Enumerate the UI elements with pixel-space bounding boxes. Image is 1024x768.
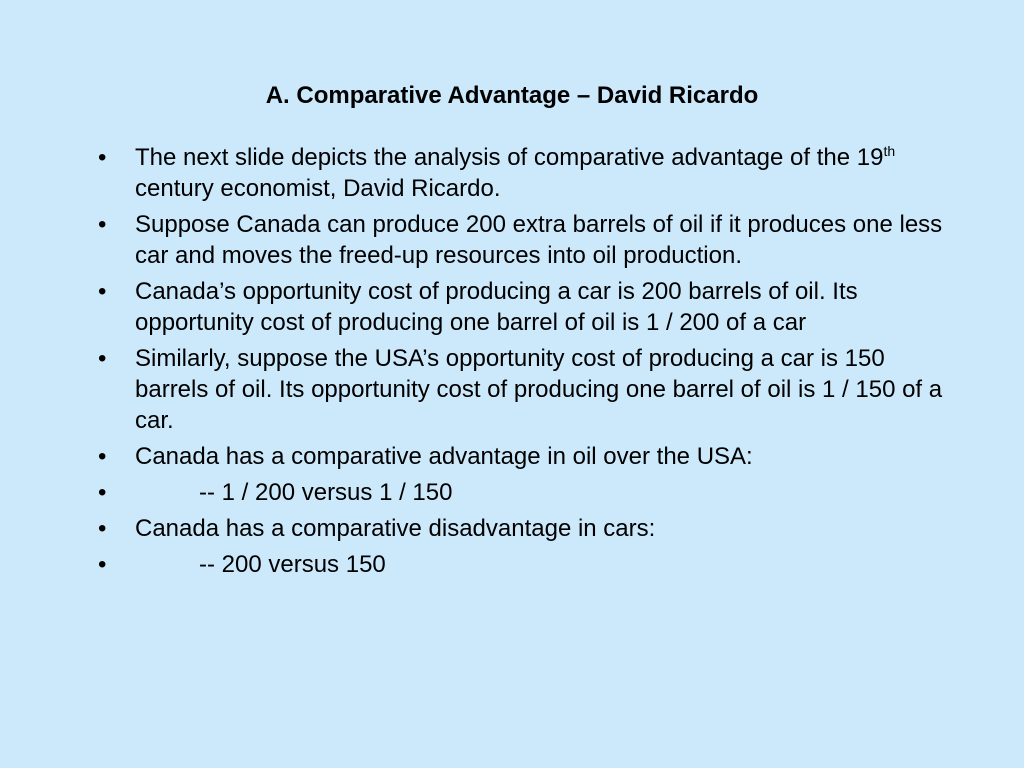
bullet-text: Suppose Canada can produce 200 extra barrels of oil if it produces one less car and moves the freed-up resources into oil production. <box>135 211 943 269</box>
bullet-item <box>98 343 958 436</box>
bullet-item <box>98 549 958 580</box>
bullet-item <box>98 142 958 204</box>
bullet-text: -- 1 / 200 versus 1 / 150 <box>199 479 453 506</box>
bullet-text: century economist, David Ricardo. <box>135 175 501 202</box>
bullet-dot: • <box>98 479 107 506</box>
bullet-list <box>98 142 958 585</box>
bullet-item <box>98 209 958 271</box>
bullet-item <box>98 513 958 544</box>
slide-title: A. Comparative Advantage – David Ricardo <box>265 82 759 109</box>
ordinal-superscript: th <box>883 143 896 159</box>
bullet-dot: • <box>98 278 107 305</box>
bullet-dot: • <box>98 345 107 372</box>
bullet-item <box>98 276 958 338</box>
bullet-dot: • <box>98 443 107 470</box>
bullet-dot: • <box>98 211 107 238</box>
bullet-text: Canada has a comparative advantage in oil over the USA: <box>135 443 753 470</box>
bullet-dot: • <box>98 551 107 578</box>
bullet-dot: • <box>98 144 107 171</box>
bullet-item <box>98 441 958 472</box>
bullet-text: The next slide depicts the analysis of comparative advantage of the 19 <box>135 144 884 171</box>
bullet-text: Canada’s opportunity cost of producing a car is 200 barrels of oil. Its opportunity cost of producing one barrel of oil is 1 / 200 of a car <box>135 278 858 336</box>
bullet-text: Similarly, suppose the USA’s opportunity cost of producing a car is 150 barrels of oil. Its opportunity cost of producing one barrel of oil is 1 / 150 of a car. <box>135 345 943 434</box>
bullet-text: -- 200 versus 150 <box>199 551 386 578</box>
bullet-dot: • <box>98 515 107 542</box>
bullet-text: Canada has a comparative disadvantage in cars: <box>135 515 656 542</box>
bullet-item <box>98 477 958 508</box>
